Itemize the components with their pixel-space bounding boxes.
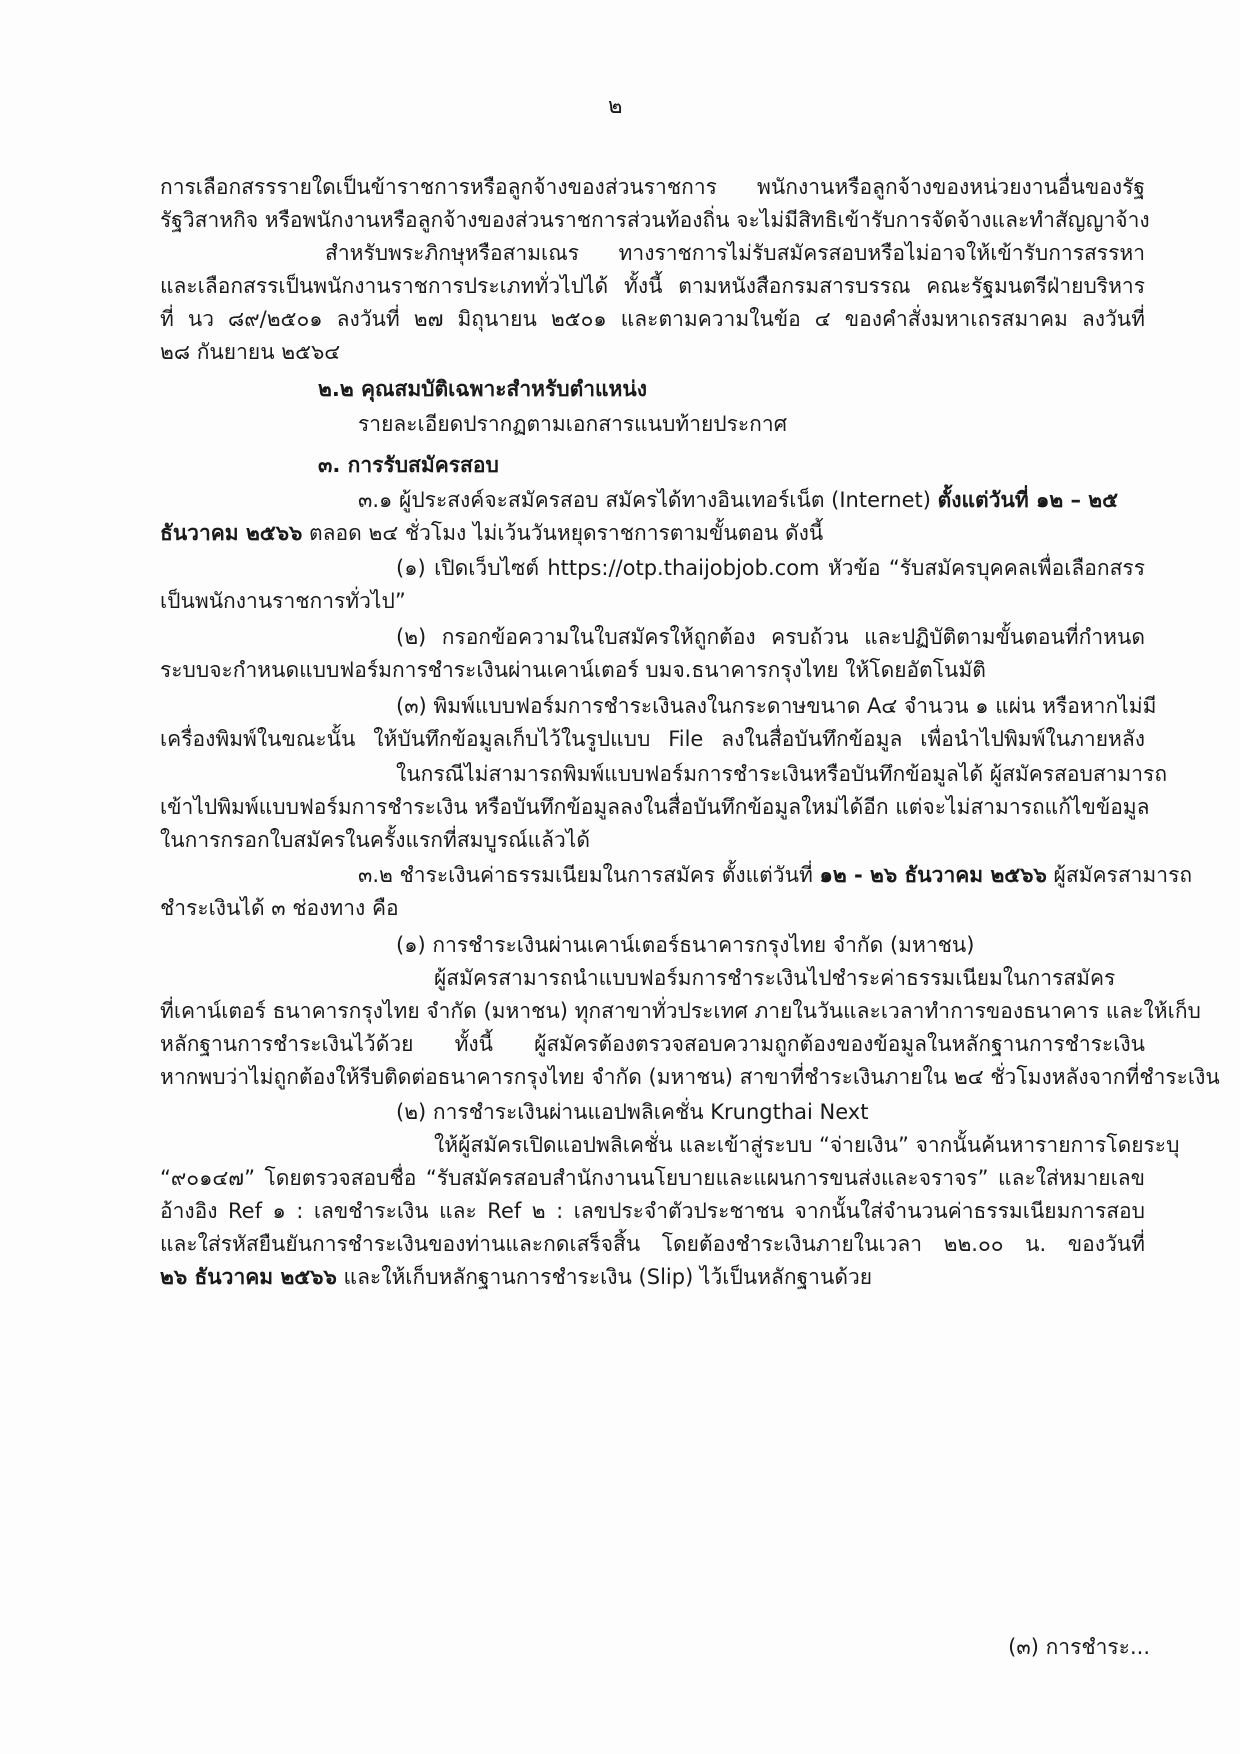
continuation-footer: (๓) การชำระ... — [1008, 1635, 1150, 1659]
text-line — [160, 518, 823, 548]
text-line: (๓) พิมพ์แบบฟอร์มการชำระเงินลงในกระดาษขนาด A๔ จำนวน ๑ แผ่น หรือหากไม่มี — [396, 694, 1157, 718]
text-line: ที่ นว ๘๙/๒๕๐๑ ลงวันที่ ๒๗ มิถุนายน ๒๕๐๑ และตามความในข้อ ๔ ของคำสั่งมหาเถรสมาคม ลงวันที่ — [160, 307, 1145, 331]
bold-date-span: ธันวาคม ๒๕๖๖ — [160, 521, 303, 545]
text-line: ผู้สมัครสามารถนำแบบฟอร์มการชำระเงินไปชำระค่าธรรมเนียมในการสมัคร — [434, 966, 1116, 990]
text-line: ในกรณีไม่สามารถพิมพ์แบบฟอร์มการชำระเงินหรือบันทึกข้อมูลได้ ผู้สมัครสอบสามารถ — [396, 762, 1168, 786]
page-number: ๒ — [608, 94, 623, 119]
text-line: ในการกรอกใบสมัครในครั้งแรกที่สมบูรณ์แล้วได้ — [160, 828, 590, 852]
text-line: เป็นพนักงานราชการทั่วไป” — [160, 589, 406, 613]
bold-date-span: ตั้งแต่วันที่ ๑๒ – ๒๕ — [937, 488, 1119, 512]
text-line: (๒) การชำระเงินผ่านแอปพลิเคชั่น Krungthai Next — [396, 1100, 869, 1124]
text-line: “๙๐๑๔๗” โดยตรวจสอบชื่อ “รับสมัครสอบสำนักงานนโยบายและแผนการขนส่งและจราจร” และใส่หมายเลข — [160, 1166, 1145, 1190]
text-line: ชำระเงินได้ ๓ ช่องทาง คือ — [160, 896, 399, 920]
text-line: (๒) กรอกข้อความในใบสมัครให้ถูกต้อง ครบถ้วน และปฏิบัติตามขั้นตอนที่กำหนด — [396, 625, 1145, 649]
text-line: เครื่องพิมพ์ในขณะนั้น ให้บันทึกข้อมูลเก็บไว้ในรูปแบบ File ลงในสื่อบันทึกข้อมูล เพื่อนำไปพิมพ์ในภายหลัง — [160, 727, 1145, 751]
text-span: ตลอด ๒๔ ชั่วโมง ไม่เว้นวันหยุดราชการตามขั้นตอน ดังนี้ — [309, 521, 824, 545]
text-line: และเลือกสรรเป็นพนักงานราชการประเภททั่วไปได้ ทั้งนี้ ตามหนังสือกรมสารบรรณ คณะรัฐมนตรีฝ่ายบริหาร — [160, 274, 1145, 298]
text-line: ให้ผู้สมัครเปิดแอปพลิเคชั่น และเข้าสู่ระบบ “จ่ายเงิน” จากนั้นค้นหารายการโดยระบุ — [434, 1133, 1180, 1157]
text-line — [358, 485, 1118, 515]
text-line: และใส่รหัสยืนยันการชำระเงินของท่านและกดเสร็จสิ้น โดยต้องชำระเงินภายในเวลา ๒๒.๐๐ น. ของวันที่ — [160, 1232, 1145, 1256]
text-line — [160, 1262, 872, 1292]
bold-date-span: ๒๖ ธันวาคม ๒๕๖๖ — [160, 1265, 337, 1289]
text-line: รัฐวิสาหกิจ หรือพนักงานหรือลูกจ้างของส่วนราชการส่วนท้องถิ่น จะไม่มีสิทธิเข้ารับการจัดจ้างและทำสัญญาจ้าง — [160, 208, 1150, 232]
text-line: (๑) เปิดเว็บไซต์ https://otp.thaijobjob.com หัวข้อ “รับสมัครบุคคลเพื่อเลือกสรร — [396, 556, 1145, 580]
text-line: หากพบว่าไม่ถูกต้องให้รีบติดต่อธนาคารกรุงไทย จำกัด (มหาชน) สาขาที่ชำระเงินภายใน ๒๔ ชั่วโมงหลังจากที่ชำระเงิน — [160, 1065, 1220, 1089]
text-line: ๒๘ กันยายน ๒๕๖๔ — [160, 340, 341, 364]
section-heading: ๒.๒ คุณสมบัติเฉพาะสำหรับตำแหน่ง — [318, 377, 648, 401]
section-heading: ๓. การรับสมัครสอบ — [318, 453, 499, 477]
text-line: รายละเอียดปรากฏตามเอกสารแนบท้ายประกาศ — [358, 412, 788, 436]
text-line — [358, 860, 1193, 890]
text-line: อ้างอิง Ref ๑ : เลขชำระเงิน และ Ref ๒ : เลขประจำตัวประชาชน จากนั้นใส่จำนวนค่าธรรมเนียมการสอบ — [160, 1199, 1145, 1223]
text-span: ผู้สมัครสามารถ — [1053, 863, 1193, 887]
text-span: ๓.๑ ผู้ประสงค์จะสมัครสอบ สมัครได้ทางอินเทอร์เน็ต (Internet) — [358, 488, 931, 512]
text-line: สำหรับพระภิกษุหรือสามเณร ทางราชการไม่รับสมัครสอบหรือไม่อาจให้เข้ารับการสรรหา — [325, 241, 1145, 265]
text-line: การเลือกสรรรายใดเป็นข้าราชการหรือลูกจ้างของส่วนราชการ พนักงานหรือลูกจ้างของหน่วยงานอื่นของรัฐ — [160, 175, 1145, 199]
text-span: ๓.๒ ชำระเงินค่าธรรมเนียมในการสมัคร ตั้งแต่วันที่ — [358, 863, 813, 887]
text-line: เข้าไปพิมพ์แบบฟอร์มการชำระเงิน หรือบันทึกข้อมูลลงในสื่อบันทึกข้อมูลใหม่ได้อีก แต่จะไม่สามารถแก้ไขข้อมูล — [160, 795, 1150, 819]
text-line: ที่เคาน์เตอร์ ธนาคารกรุงไทย จำกัด (มหาชน) ทุกสาขาทั่วประเทศ ภายในวันและเวลาทำการของธนาคาร และให้เก็บ — [160, 999, 1201, 1023]
bold-date-span: ๑๒ - ๒๖ ธันวาคม ๒๕๖๖ — [819, 863, 1047, 887]
text-line: ระบบจะกำหนดแบบฟอร์มการชำระเงินผ่านเคาน์เตอร์ บมจ.ธนาคารกรุงไทย ให้โดยอัตโนมัติ — [160, 658, 986, 682]
text-line: หลักฐานการชำระเงินไว้ด้วย ทั้งนี้ ผู้สมัครต้องตรวจสอบความถูกต้องของข้อมูลในหลักฐานการชำระเงิน — [160, 1032, 1145, 1056]
text-line: (๑) การชำระเงินผ่านเคาน์เตอร์ธนาคารกรุงไทย จำกัด (มหาชน) — [396, 933, 975, 957]
text-span: และให้เก็บหลักฐานการชำระเงิน (Slip) ไว้เป็นหลักฐานด้วย — [343, 1265, 873, 1289]
